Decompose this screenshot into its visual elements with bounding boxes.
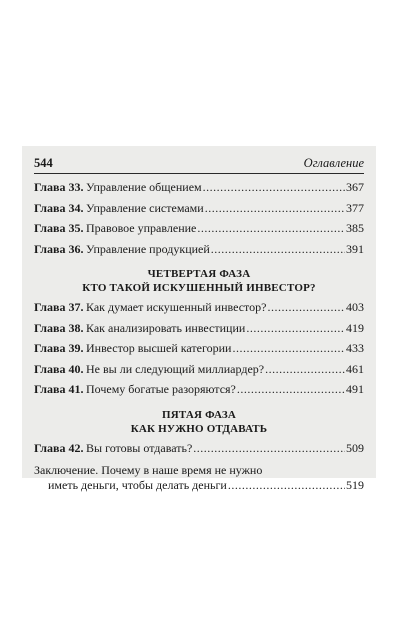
chapter-title: Как анализировать инвестиции: [86, 320, 246, 335]
page-ref: 385: [346, 221, 364, 235]
chapter-title: Инвестор высшей категории: [86, 341, 232, 355]
phase-heading-line2: КТО ТАКОЙ ИСКУШЕННЫЙ ИНВЕСТОР?: [82, 282, 316, 294]
chapter-number: Глава 37.: [34, 300, 84, 314]
chapter-title: Почему богатые разоряются?: [86, 382, 236, 396]
toc-entry: [34, 382, 364, 403]
page-ref: 391: [346, 241, 364, 256]
leader-dots: [237, 382, 345, 397]
leader-dots: [203, 180, 345, 195]
toc-entry: [34, 221, 364, 242]
toc-entry: [34, 242, 364, 263]
toc-entry: [34, 321, 364, 342]
leader-dots: [246, 321, 345, 336]
page-ref: 433: [346, 341, 364, 355]
book-page: [22, 146, 376, 492]
leader-dots: [228, 478, 345, 493]
toc-entry: [34, 362, 364, 383]
chapter-number: Глава 41.: [34, 382, 84, 396]
toc-entry: [34, 441, 364, 462]
table-of-contents: [34, 180, 364, 493]
toc-entry: [34, 300, 364, 321]
conclusion-line2-row: [34, 478, 364, 493]
chapter-number: Глава 33.: [34, 180, 84, 194]
chapter-title: Как думает искушенный инвестор?: [86, 300, 267, 314]
toc-entry-conclusion: [34, 463, 364, 493]
chapter-title: Управление продукцией: [86, 241, 210, 256]
page-header: [34, 156, 364, 171]
chapter-number: Глава 39.: [34, 341, 84, 355]
running-title: Оглавление: [303, 156, 364, 170]
chapter-number: Глава 36.: [34, 241, 84, 256]
chapter-title: Правовое управление: [86, 221, 197, 235]
page-ref: 377: [346, 200, 364, 215]
chapter-title: Не вы ли следующий миллиардер?: [86, 361, 265, 376]
page-ref: 491: [346, 382, 364, 396]
phase-heading-line1: ЧЕТВЕРТАЯ ФАЗА: [147, 268, 251, 280]
page-ref: 509: [346, 440, 364, 455]
phase-heading-line2: КАК НУЖНО ОТДАВАТЬ: [130, 422, 268, 435]
chapter-number: Глава 42.: [34, 440, 84, 455]
chapter-number: Глава 38.: [34, 320, 84, 335]
leader-dots: [211, 242, 345, 257]
page-ref: 403: [346, 300, 364, 314]
chapter-number: Глава 34.: [34, 200, 84, 215]
chapter-number: Глава 40.: [34, 361, 84, 376]
toc-entry: [34, 201, 364, 222]
chapter-title: Управление системами: [86, 200, 204, 215]
phase-heading-line1: ПЯТАЯ ФАЗА: [161, 408, 237, 421]
conclusion-title-line1: Заключение. Почему в наше время не нужно: [34, 463, 263, 477]
page-ref: 519: [346, 478, 364, 492]
leader-dots: [232, 341, 345, 356]
page-number: 544: [34, 156, 53, 170]
leader-dots: [197, 221, 345, 236]
page-ref: 461: [346, 361, 364, 376]
chapter-title: Управление общением: [86, 180, 202, 194]
leader-dots: [193, 441, 345, 456]
leader-dots: [265, 362, 345, 377]
page-ref: 419: [346, 320, 364, 335]
toc-entry: [34, 180, 364, 201]
conclusion-title-line2: иметь деньги, чтобы делать деньги: [48, 478, 227, 492]
leader-dots: [267, 300, 345, 315]
page-ref: 367: [346, 180, 364, 194]
chapter-number: Глава 35.: [34, 221, 84, 235]
chapter-title: Вы готовы отдавать?: [86, 440, 193, 455]
toc-entry: [34, 341, 364, 362]
header-rule: [34, 173, 364, 174]
leader-dots: [205, 201, 345, 216]
